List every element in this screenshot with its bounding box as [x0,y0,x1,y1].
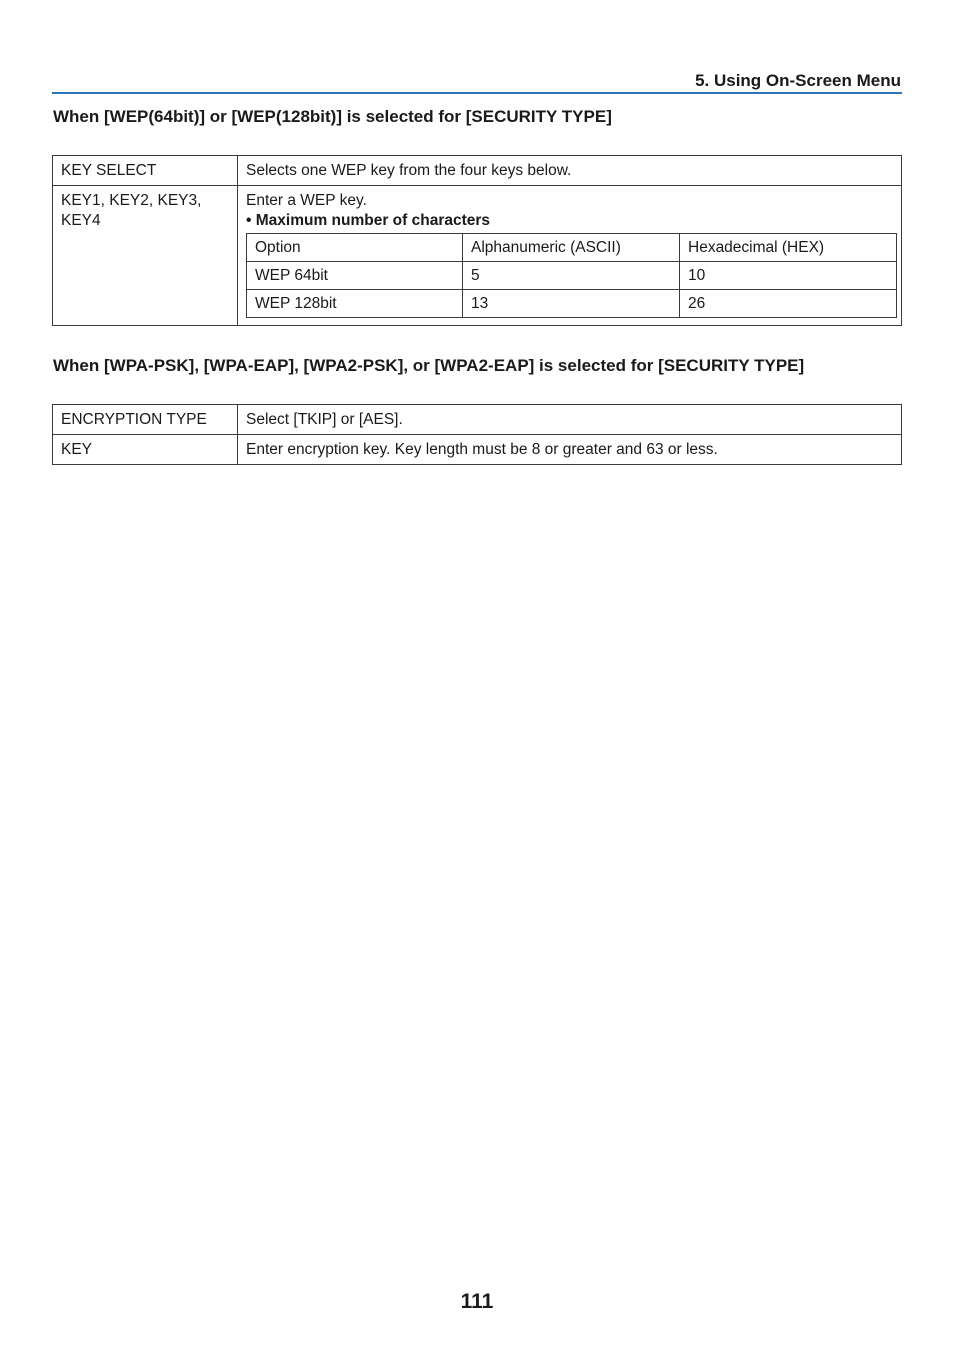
row-description: Enter encryption key. Key length must be 8 or greater and 63 or less. [238,435,902,465]
header-rule [52,92,902,94]
table-cell: 13 [463,290,680,318]
row-label: KEY1, KEY2, KEY3, KEY4 [53,186,238,326]
column-header: Option [247,234,463,262]
table-row [247,290,897,318]
wpa-settings-table [52,404,902,465]
row-description: Selects one WEP key from the four keys below. [238,156,902,186]
table-row [53,435,902,465]
row-label: ENCRYPTION TYPE [53,405,238,435]
table-cell: 5 [463,262,680,290]
column-header: Hexadecimal (HEX) [680,234,897,262]
row-description-cell [238,186,902,326]
table-row [53,186,902,326]
bullet-heading: • Maximum number of characters [246,212,491,229]
table-row [53,405,902,435]
page-number: 111 [460,1290,494,1313]
row-label: KEY [53,435,238,465]
header-title: 5. Using On-Screen Menu [695,71,901,90]
max-characters-table [246,233,897,318]
table-cell: 10 [680,262,897,290]
row-label: KEY SELECT [53,156,238,186]
wep-settings-table [52,155,902,326]
section-heading-wep: When [WEP(64bit)] or [WEP(128bit)] is selected for [SECURITY TYPE] [53,107,612,126]
table-row [53,156,902,186]
row-description: Select [TKIP] or [AES]. [238,405,902,435]
section-heading-wpa: When [WPA-PSK], [WPA-EAP], [WPA2-PSK], or [WPA2-EAP] is selected for [SECURITY TYPE] [53,356,805,375]
row-description: Enter a WEP key. [246,192,367,209]
table-row [247,262,897,290]
table-cell: WEP 64bit [247,262,463,290]
column-header: Alphanumeric (ASCII) [463,234,680,262]
table-header-row [247,234,897,262]
table-cell: 26 [680,290,897,318]
table-cell: WEP 128bit [247,290,463,318]
